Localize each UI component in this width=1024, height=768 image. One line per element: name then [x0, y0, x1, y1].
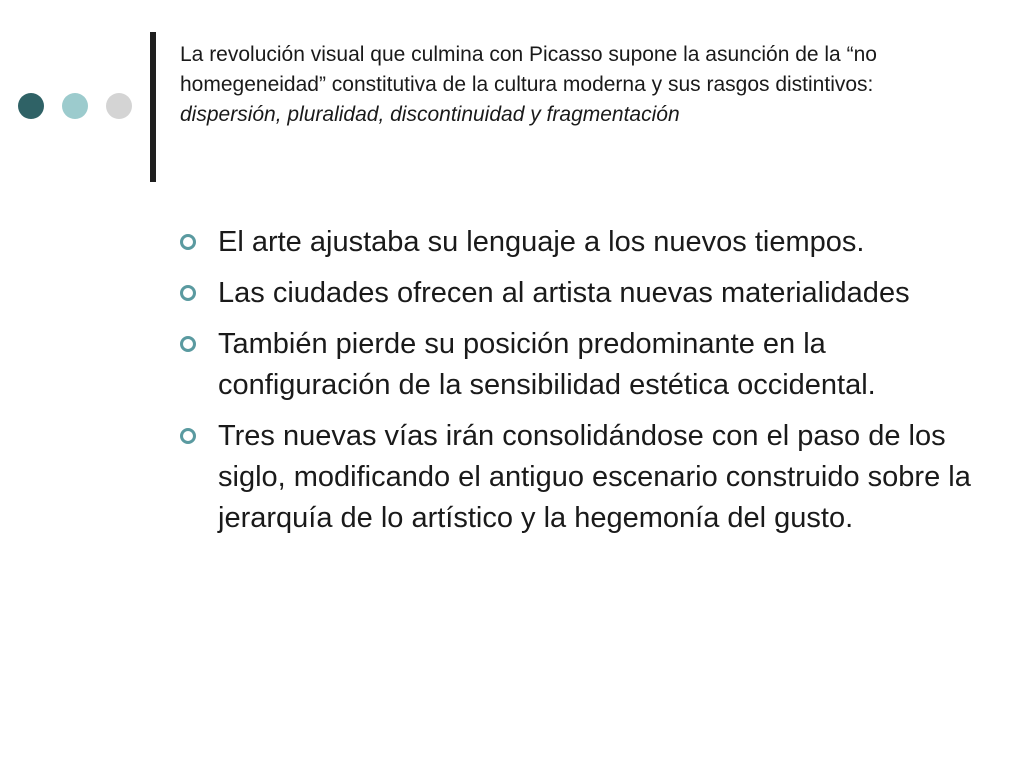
gray-dot-icon — [106, 93, 132, 119]
bullet-item — [180, 324, 980, 406]
bullet-text: Las ciudades ofrecen al artista nuevas materialidades — [218, 277, 910, 309]
slide-title — [180, 40, 980, 130]
bullet-text: También pierde su posición predominante en la configuración de la sensibilidad estética occidental. — [218, 328, 876, 401]
bullet-list — [180, 222, 980, 549]
slide-title-plain: La revolución visual que culmina con Picasso supone la asunción de la “no homegeneidad” constitutiva de la cultura moderna y sus rasgos distintivos: — [180, 43, 877, 96]
title-vertical-rule — [150, 32, 156, 182]
bullet-text: El arte ajustaba su lenguaje a los nuevos tiempos. — [218, 226, 865, 258]
bullet-item — [180, 222, 980, 263]
bullet-circle-icon — [180, 428, 196, 444]
bullet-item — [180, 273, 980, 314]
decorative-dots — [18, 93, 132, 119]
bullet-text: Tres nuevas vías irán consolidándose con el paso de los siglo, modificando el antiguo escenario construido sobre la jerarquía de lo artístico y la hegemonía del gusto. — [218, 420, 971, 534]
slide-title-italic: dispersión, pluralidad, discontinuidad y fragmentación — [180, 103, 680, 126]
bullet-circle-icon — [180, 285, 196, 301]
bullet-circle-icon — [180, 234, 196, 250]
dark-teal-dot-icon — [18, 93, 44, 119]
bullet-circle-icon — [180, 336, 196, 352]
bullet-item — [180, 416, 980, 539]
light-teal-dot-icon — [62, 93, 88, 119]
